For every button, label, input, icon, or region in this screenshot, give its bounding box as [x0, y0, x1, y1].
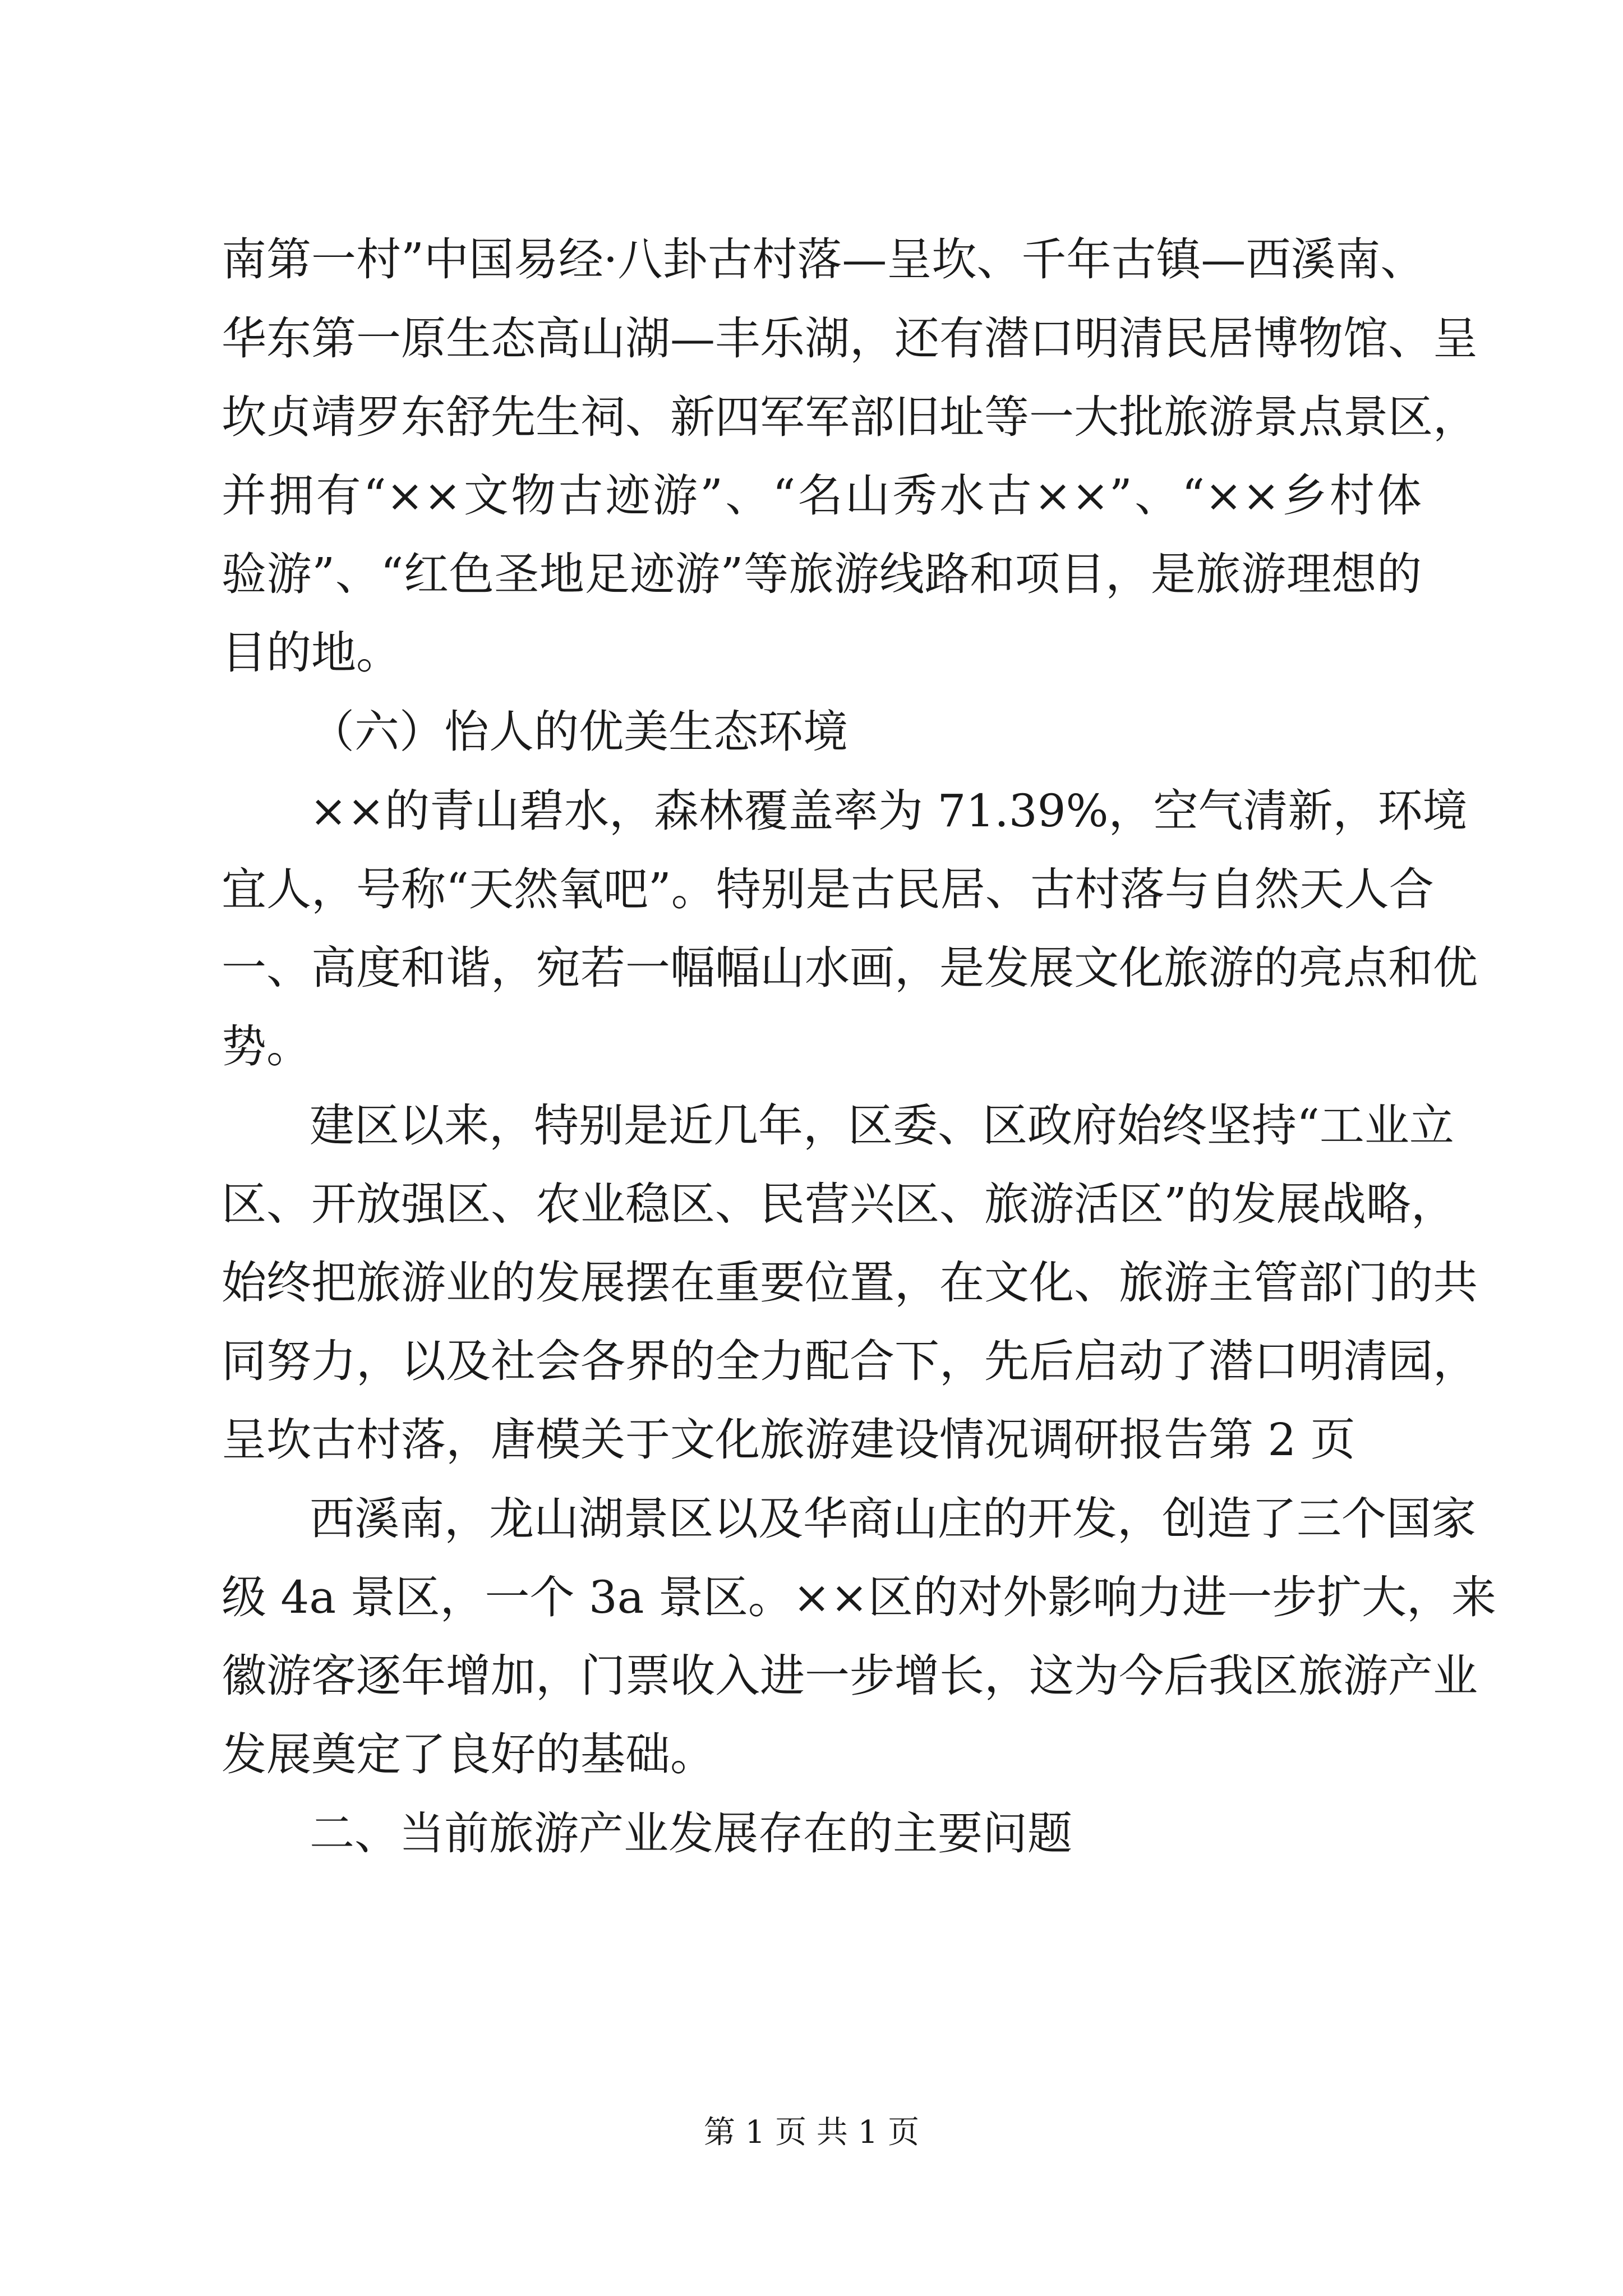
section-heading: （六）怡人的优美生态环境 [310, 706, 848, 758]
paragraph-line: 南第一村”中国易经·八卦古村落—呈坎、千年古镇—西溪南、 [222, 233, 1426, 286]
paragraph-line: ××的青山碧水，森林覆盖率为 71.39%，空气清新，环境 [310, 785, 1468, 837]
section-heading: 二、当前旅游产业发展存在的主要问题 [310, 1807, 1072, 1860]
paragraph-line: 宜人，号称“天然氧吧”。特别是古民居、古村落与自然天人合 [222, 863, 1434, 915]
paragraph-line: 发展奠定了良好的基础。 [222, 1728, 715, 1780]
paragraph-line: 验游”、“红色圣地足迹游”等旅游线路和项目，是旅游理想的 [222, 548, 1422, 600]
paragraph-line: 华东第一原生态高山湖—丰乐湖，还有潜口明清民居博物馆、呈 [222, 312, 1478, 365]
paragraph-line: 呈坎古村落，唐模关于文化旅游建设情况调研报告第 2 页 [222, 1414, 1355, 1466]
page-footer: 第 1 页 共 1 页 [703, 2114, 920, 2151]
paragraph-line: 级 4a 景区，一个 3a 景区。××区的对外影响力进一步扩大，来 [222, 1571, 1496, 1623]
paragraph-line: 坎贞靖罗东舒先生祠、新四军军部旧址等一大批旅游景点景区， [222, 391, 1478, 443]
paragraph-line: 建区以来，特别是近几年，区委、区政府始终坚持“工业立 [310, 1099, 1454, 1152]
paragraph-line: 并拥有“××文物古迹游”、“名山秀水古××”、“××乡村体 [222, 470, 1422, 522]
paragraph-line: 同努力，以及社会各界的全力配合下，先后启动了潜口明清园， [222, 1335, 1478, 1387]
paragraph-line: 势。 [222, 1020, 311, 1073]
paragraph-line: 区、开放强区、农业稳区、民营兴区、旅游活区”的发展战略， [222, 1178, 1456, 1230]
paragraph-line: 目的地。 [222, 627, 401, 679]
paragraph-line: 始终把旅游业的发展摆在重要位置，在文化、旅游主管部门的共 [222, 1257, 1478, 1309]
paragraph-line: 西溪南，龙山湖景区以及华商山庄的开发，创造了三个国家 [310, 1493, 1476, 1545]
paragraph-line: 一、高度和谐，宛若一幅幅山水画，是发展文化旅游的亮点和优 [222, 942, 1478, 994]
paragraph-line: 徽游客逐年增加，门票收入进一步增长，这为今后我区旅游产业 [222, 1650, 1478, 1702]
